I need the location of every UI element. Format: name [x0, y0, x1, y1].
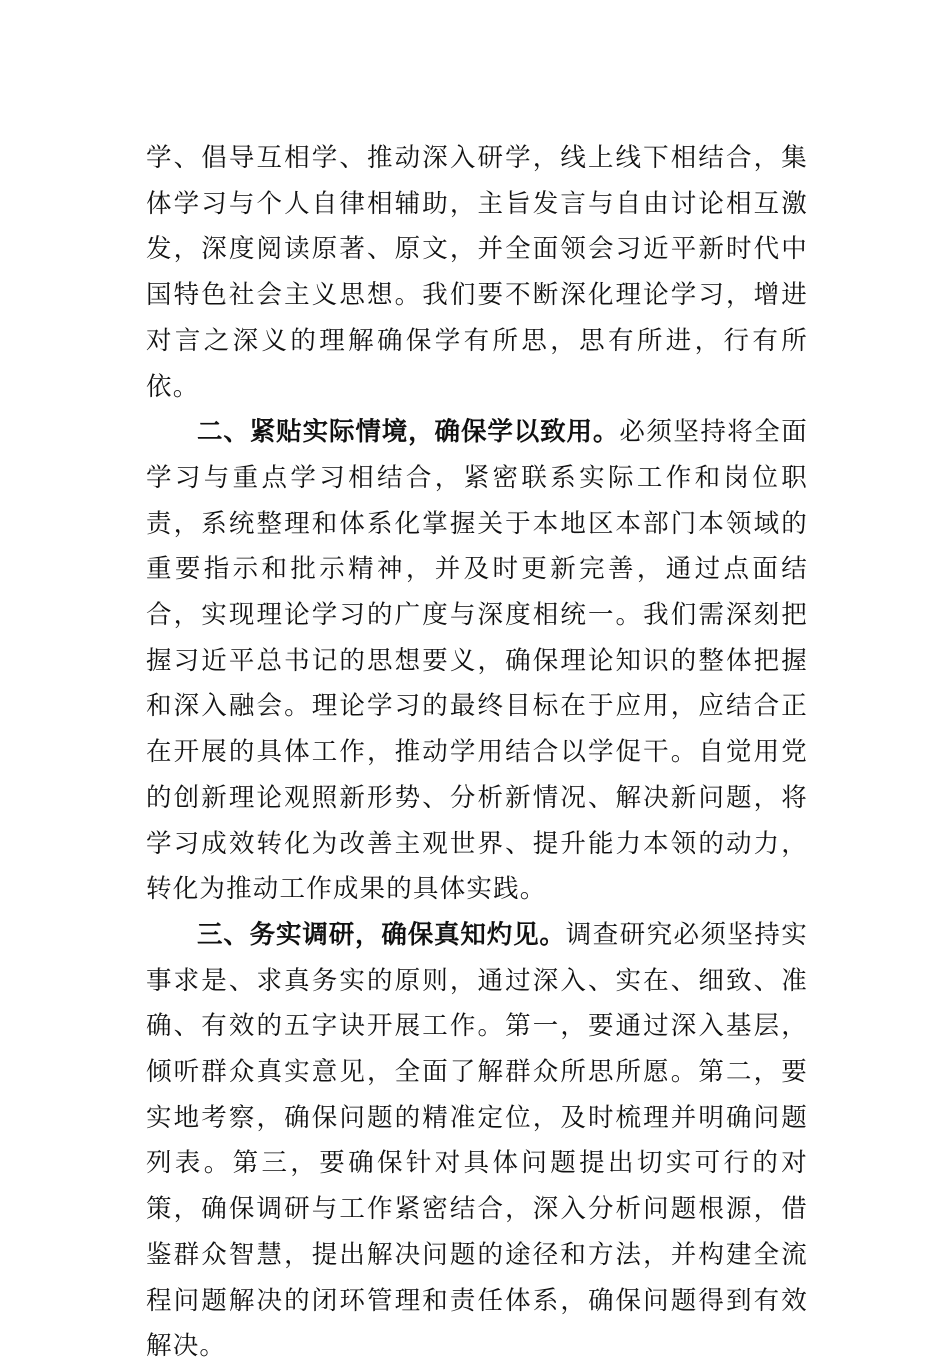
- paragraph-continuation: [146, 136, 808, 410]
- document-page: [146, 136, 808, 1370]
- paragraph-body: 必须坚持将全面学习与重点学习相结合，紧密联系实际工作和岗位职责，系统整理和体系化掌握关于本地区本部门本领域的重要指示和批示精神，并及时更新完善，通过点面结合，实现理论学习的广度与深度相统一。我们需深刻把握习近平总书记的思想要义，确保理论知识的整体把握和深入融会。理论学习的最终目标在于应用，应结合正在开展的具体工作，推动学用结合以学促干。自觉用党的创新理论观照新形势、分析新情况、解决新问题，将学习成效转化为改善主观世界、提升能力本领的动力，转化为推动工作成果的具体实践。: [146, 417, 808, 905]
- section-heading: 二、紧贴实际情境，确保学以致用。: [197, 417, 620, 448]
- paragraph-section-two: [146, 410, 808, 913]
- paragraph-body: 学、倡导互相学、推动深入研学，线上线下相结合，集体学习与个人自律相辅助，主旨发言与自由讨论相互激发，深度阅读原著、原文，并全面领会习近平新时代中国特色社会主义思想。我们要不断深化理论学习，增进对言之深义的理解确保学有所思，思有所进，行有所依。: [146, 143, 808, 402]
- paragraph-body: 调查研究必须坚持实事求是、求真务实的原则，通过深入、实在、细致、准确、有效的五字诀开展工作。第一，要通过深入基层，倾听群众真实意见，全面了解群众所思所愿。第二，要实地考察，确保问题的精准定位，及时梳理并明确问题列表。第三，要确保针对具体问题提出切实可行的对策，确保调研与工作紧密结合，深入分析问题根源，借鉴群众智慧，提出解决问题的途径和方法，并构建全流程问题解决的闭环管理和责任体系，确保问题得到有效解决。: [146, 919, 808, 1362]
- section-heading: 三、务实调研，确保真知灼见。: [197, 919, 566, 950]
- paragraph-section-three: [146, 913, 808, 1370]
